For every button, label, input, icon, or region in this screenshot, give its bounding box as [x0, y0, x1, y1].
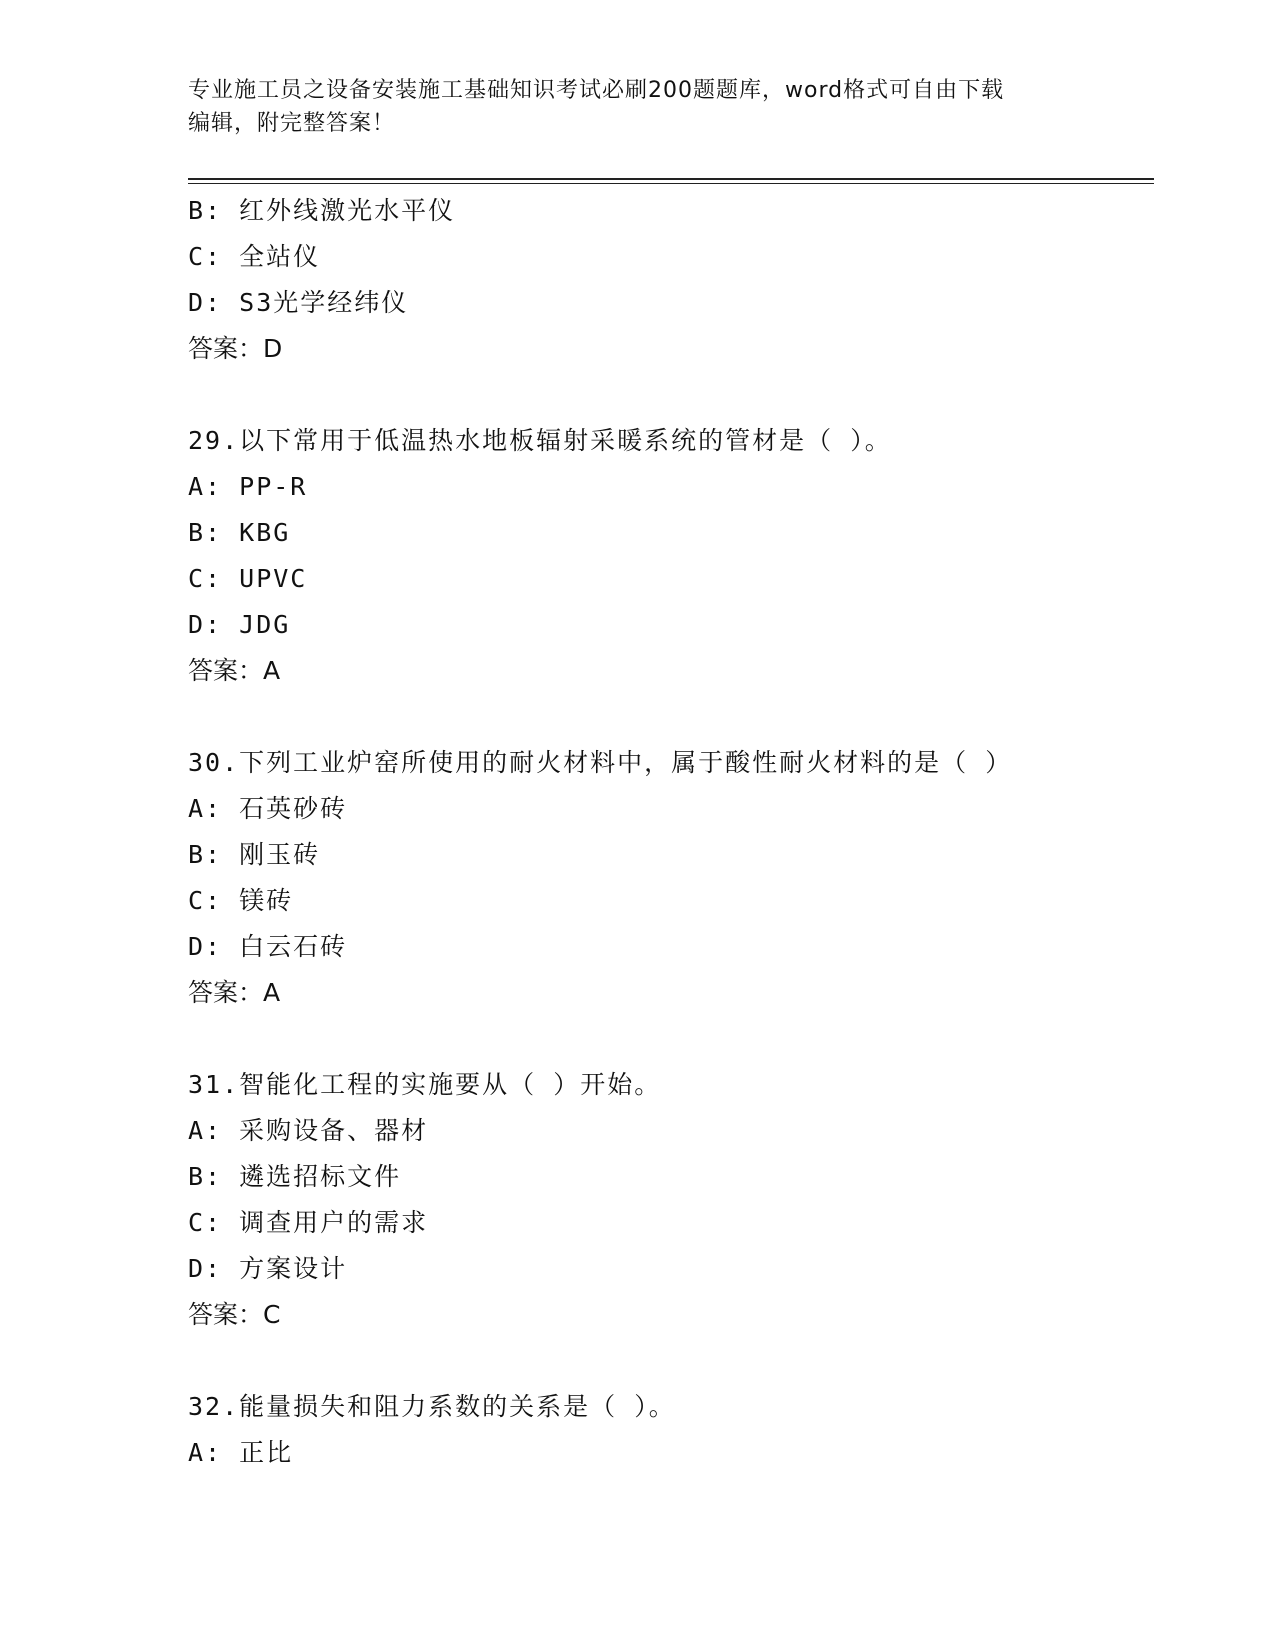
question-block-28: [188, 188, 1148, 372]
question-block-31: [188, 1062, 1148, 1338]
option-c: C: 调查用户的需求: [188, 1208, 429, 1237]
option-b: B: KBG: [188, 518, 291, 547]
option-a: A: 正比: [188, 1438, 294, 1467]
option-b: B: 刚玉砖: [188, 840, 321, 869]
option-a: A: PP-R: [188, 472, 308, 501]
header-divider-thin: [188, 183, 1154, 184]
option-c: C: 镁砖: [188, 886, 294, 915]
option-c: C: UPVC: [188, 564, 308, 593]
question-block-29: [188, 418, 1148, 694]
question-list: [188, 188, 1148, 1476]
question-text: 30.下列工业炉窑所使用的耐火材料中，属于酸性耐火材料的是（ ）: [188, 748, 1013, 777]
option-c: C: 全站仪: [188, 242, 321, 271]
question-text: 32.能量损失和阻力系数的关系是（ ）。: [188, 1392, 676, 1421]
header-title-line2: 编辑，附完整答案！: [188, 111, 396, 136]
spacer: [188, 1016, 1148, 1062]
option-b: B: 红外线激光水平仪: [188, 196, 456, 225]
answer-line: 答案：A: [188, 656, 281, 685]
option-b: B: 遴选招标文件: [188, 1162, 402, 1191]
option-d: D: JDG: [188, 610, 291, 639]
question-text: 31.智能化工程的实施要从（ ）开始。: [188, 1070, 662, 1099]
spacer: [188, 1338, 1148, 1384]
question-block-30: [188, 740, 1148, 1016]
question-text: 29.以下常用于低温热水地板辐射采暖系统的管材是（ ）。: [188, 426, 892, 455]
header-title-line1: 专业施工员之设备安装施工基础知识考试必刷200题题库，word格式可自由下载: [188, 78, 1005, 103]
answer-line: 答案：C: [188, 1300, 281, 1329]
option-a: A: 石英砂砖: [188, 794, 348, 823]
option-a: A: 采购设备、器材: [188, 1116, 429, 1145]
option-d: D: S3光学经纬仪: [188, 288, 409, 317]
header-divider-thick: [188, 178, 1154, 180]
answer-line: 答案：D: [188, 334, 283, 363]
spacer: [188, 372, 1148, 418]
spacer: [188, 694, 1148, 740]
document-header: [188, 74, 1088, 140]
question-block-32: [188, 1384, 1148, 1476]
option-d: D: 白云石砖: [188, 932, 348, 961]
answer-line: 答案：A: [188, 978, 281, 1007]
option-d: D: 方案设计: [188, 1254, 348, 1283]
